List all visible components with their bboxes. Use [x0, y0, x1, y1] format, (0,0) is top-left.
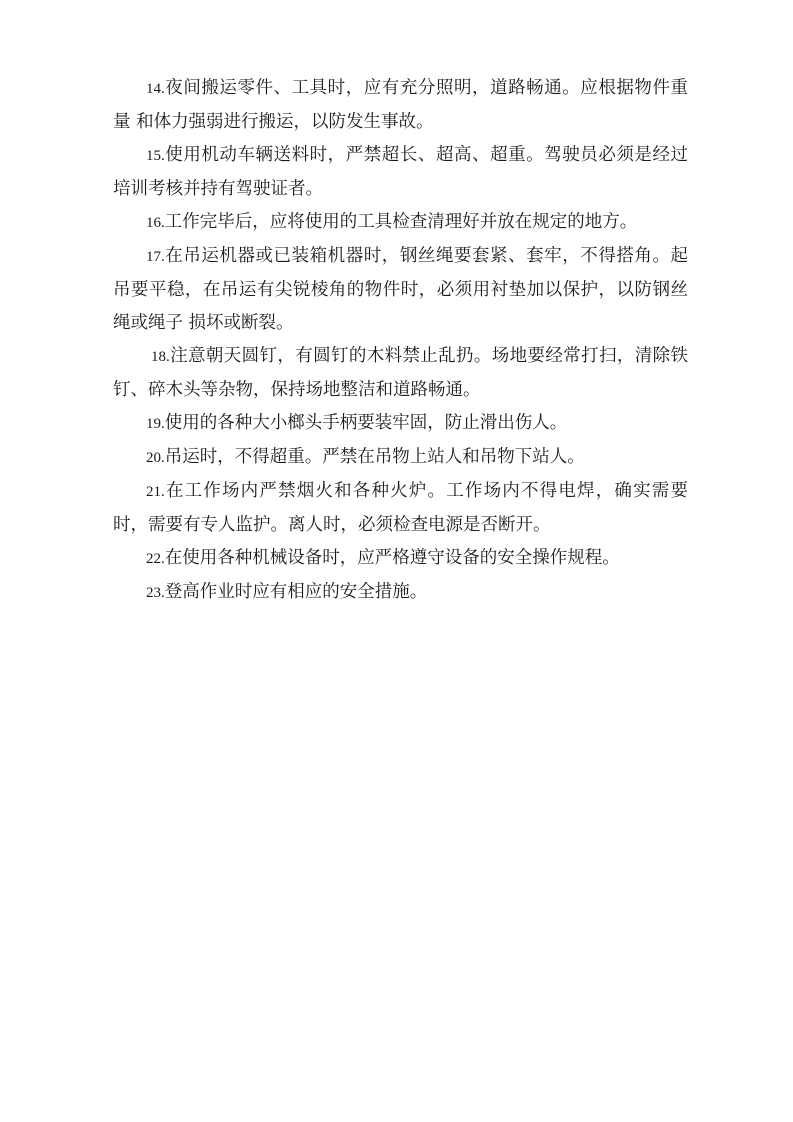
rule-item-22 [113, 542, 688, 576]
rule-text: 登高作业时应有相应的安全措施。 [164, 582, 428, 602]
rule-item-15 [113, 139, 688, 206]
rule-text: 注意朝天圆钉，有圆钉的木料禁止乱扔。场地要经常打扫，清除铁钉、碎木头等杂物，保持场地整洁和道路畅通。 [113, 346, 688, 400]
rule-text: 使用的各种大小榔头手柄要装牢固，防止滑出伤人。 [164, 413, 568, 433]
rule-number: 23. [146, 585, 165, 601]
rule-item-17 [113, 240, 688, 340]
rule-item-20 [113, 441, 688, 475]
rule-item-18 [113, 340, 688, 407]
rule-text: 工作完毕后，应将使用的工具检查清理好并放在规定的地方。 [164, 212, 638, 232]
rule-item-23 [113, 576, 688, 610]
rule-number: 18. [151, 349, 170, 365]
rule-number: 19. [146, 416, 165, 432]
rule-number: 17. [146, 249, 165, 265]
rule-text: 在工作场内严禁烟火和各种火炉。工作场内不得电焊，确实需要 时，需要有专人监护。离人时，必须检查电源是否断开。 [113, 481, 688, 535]
rule-item-16 [113, 206, 688, 240]
rule-text: 吊运时，不得超重。严禁在吊物上站人和吊物下站人。 [164, 447, 585, 467]
rule-text: 夜间搬运零件、工具时，应有充分照明，道路畅通。应根据物件重量 和体力强弱进行搬运，以防发生事故。 [113, 78, 688, 132]
rule-number: 16. [146, 215, 165, 231]
rule-number: 22. [146, 551, 165, 567]
rule-item-21 [113, 475, 688, 542]
rule-number: 15. [146, 148, 165, 164]
rule-number: 21. [146, 484, 165, 500]
rule-item-14 [113, 72, 688, 139]
rule-item-19 [113, 407, 688, 441]
rule-text: 在使用各种机械设备时，应严格遵守设备的安全操作规程。 [164, 548, 620, 568]
safety-rules-list [113, 72, 688, 610]
rule-number: 14. [146, 81, 165, 97]
rule-text: 在吊运机器或已装箱机器时，钢丝绳要套紧、套牢，不得搭角。起吊要平稳，在吊运有尖锐棱角的物件时，必须用衬垫加以保护，以防钢丝绳或绳子 损坏或断裂。 [113, 246, 688, 333]
rule-text: 使用机动车辆送料时，严禁超长、超高、超重。驾驶员必须是经过培训考核并持有驾驶证者。 [113, 145, 688, 199]
rule-number: 20. [146, 450, 165, 466]
